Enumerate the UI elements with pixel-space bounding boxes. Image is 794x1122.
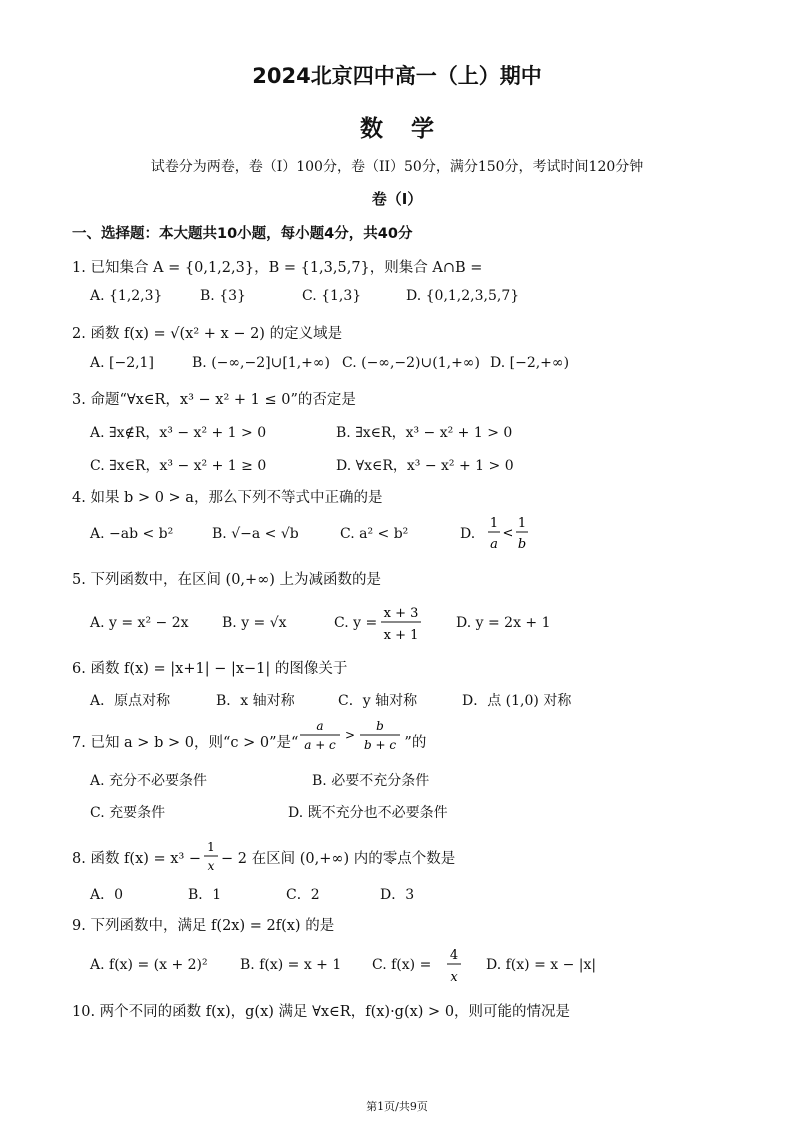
q3-option-b: B. ∃x∈R，x³ − x² + 1 > 0 — [336, 425, 513, 441]
svg-text:b: b — [517, 537, 527, 552]
section-heading: 一、选择题：本大题共10小题，每小题4分，共40分 — [72, 226, 413, 242]
q3-option-a: A. ∃x∉R，x³ − x² + 1 > 0 — [90, 425, 267, 441]
question-8-stem — [72, 841, 455, 877]
q8-option-d: D．3 — [380, 887, 415, 903]
q2-option-a: A. [−2,1] — [90, 355, 154, 371]
q1-option-b: B. {3} — [200, 288, 246, 304]
q4-option-b: B. √−a < √b — [212, 526, 299, 542]
svg-text:b + c: b + c — [364, 738, 397, 752]
q9-option-c: C. f(x) = — [372, 957, 432, 973]
exam-note: 试卷分为两卷，卷（I）100分，卷（II）50分，满分150分，考试时间120分钟 — [150, 159, 644, 175]
svg-text:a: a — [316, 719, 324, 733]
page-number: 第1页/共9页 — [366, 1100, 428, 1113]
q5-option-d: D. y = 2x + 1 — [456, 615, 551, 631]
q7-option-b: B. 必要不充分条件 — [312, 773, 430, 789]
q3-option-d: D. ∀x∈R，x³ − x² + 1 > 0 — [336, 458, 514, 474]
q7-option-d: D. 既不充分也不必要条件 — [288, 805, 448, 821]
question-2-stem: 2. 函数 f(x) = √(x² + x − 2) 的定义域是 — [72, 326, 343, 342]
q8-option-a: A．0 — [90, 887, 124, 903]
question-10-stem: 10. 两个不同的函数 f(x)，g(x) 满足 ∀x∈R，f(x)·g(x) > 0，则可能的情况是 — [72, 1004, 571, 1020]
q5-option-c-fraction — [378, 602, 424, 646]
q4-option-a: A. −ab < b² — [90, 526, 174, 542]
question-8-stem-start: 8. 函数 f(x) = x³ − — [72, 851, 202, 867]
svg-text:<: < — [502, 526, 514, 541]
svg-text:>: > — [345, 728, 356, 742]
q6-option-d: D．点 (1,0) 对称 — [462, 693, 572, 709]
q5-option-b: B. y = √x — [222, 615, 287, 631]
volume-heading: 卷（I） — [371, 190, 423, 208]
q8-fraction — [201, 837, 221, 877]
q2-option-c: C. (−∞,−2)∪(1,+∞) — [342, 355, 480, 371]
question-6-stem: 6. 函数 f(x) = |x+1| − |x−1| 的图像关于 — [72, 661, 348, 677]
q5-option-a: A. y = x² − 2x — [90, 615, 189, 631]
q1-option-c: C. {1,3} — [302, 288, 362, 304]
q2-option-b: B. (−∞,−2]∪[1,+∞) — [192, 355, 330, 371]
question-7-stem-start: 7. 已知 a > b > 0，则“c > 0”是“ — [72, 735, 299, 751]
svg-text:1: 1 — [489, 516, 499, 531]
q7-option-a: A. 充分不必要条件 — [90, 773, 208, 789]
question-9-stem: 9. 下列函数中，满足 f(2x) = 2f(x) 的是 — [72, 918, 335, 934]
svg-text:x: x — [450, 970, 458, 985]
q8-option-b: B．1 — [188, 887, 222, 903]
svg-text:x + 3: x + 3 — [383, 606, 419, 621]
q9-option-c-fraction — [444, 944, 464, 988]
svg-text:1: 1 — [207, 840, 215, 854]
q5-option-c: C. y = — [334, 615, 378, 631]
svg-text:b: b — [376, 719, 385, 733]
q9-option-b: B. f(x) = x + 1 — [240, 957, 342, 973]
q2-option-d: D. [−2,+∞) — [490, 355, 570, 371]
question-5-stem: 5. 下列函数中，在区间 (0,+∞) 上为减函数的是 — [72, 572, 382, 588]
page-title: 2024北京四中高一（上）期中 — [252, 64, 542, 88]
q9-option-d: D. f(x) = x − |x| — [486, 957, 597, 973]
q1-option-d: D. {0,1,2,3,5,7} — [406, 288, 520, 304]
q9-option-a: A. f(x) = (x + 2)² — [90, 957, 208, 973]
q6-option-c: C．y 轴对称 — [338, 693, 418, 709]
svg-text:x + 1: x + 1 — [383, 628, 419, 643]
q3-option-c: C. ∃x∈R，x³ − x² + 1 ≥ 0 — [90, 458, 267, 474]
q4-option-d-fractions — [484, 512, 532, 556]
question-3-stem: 3. 命题“∀x∈R，x³ − x² + 1 ≤ 0”的否定是 — [72, 392, 356, 408]
svg-text:x: x — [207, 859, 215, 873]
q6-option-b: B．x 轴对称 — [216, 693, 295, 709]
svg-text:1: 1 — [517, 516, 527, 531]
question-1-stem: 1. 已知集合 A = {0,1,2,3}，B = {1,3,5,7}，则集合 A∩B = — [72, 260, 483, 276]
question-7-stem — [72, 719, 427, 756]
svg-text:a: a — [490, 537, 498, 552]
svg-text:4: 4 — [449, 948, 459, 963]
question-7-stem-end: ”的 — [404, 735, 427, 751]
q4-option-d: D. — [460, 526, 476, 542]
svg-text:a + c: a + c — [304, 738, 337, 752]
question-8-stem-end: − 2 在区间 (0,+∞) 内的零点个数是 — [221, 851, 456, 867]
q7-fraction-inequality — [298, 716, 404, 756]
subject-title: 数学 — [360, 116, 462, 142]
q6-option-a: A．原点对称 — [90, 693, 171, 709]
q4-option-c: C. a² < b² — [340, 526, 409, 542]
question-4-stem: 4. 如果 b > 0 > a，那么下列不等式中正确的是 — [72, 490, 383, 506]
q8-option-c: C．2 — [286, 887, 320, 903]
q7-option-c: C. 充要条件 — [90, 805, 166, 821]
q1-option-a: A. {1,2,3} — [90, 288, 163, 304]
